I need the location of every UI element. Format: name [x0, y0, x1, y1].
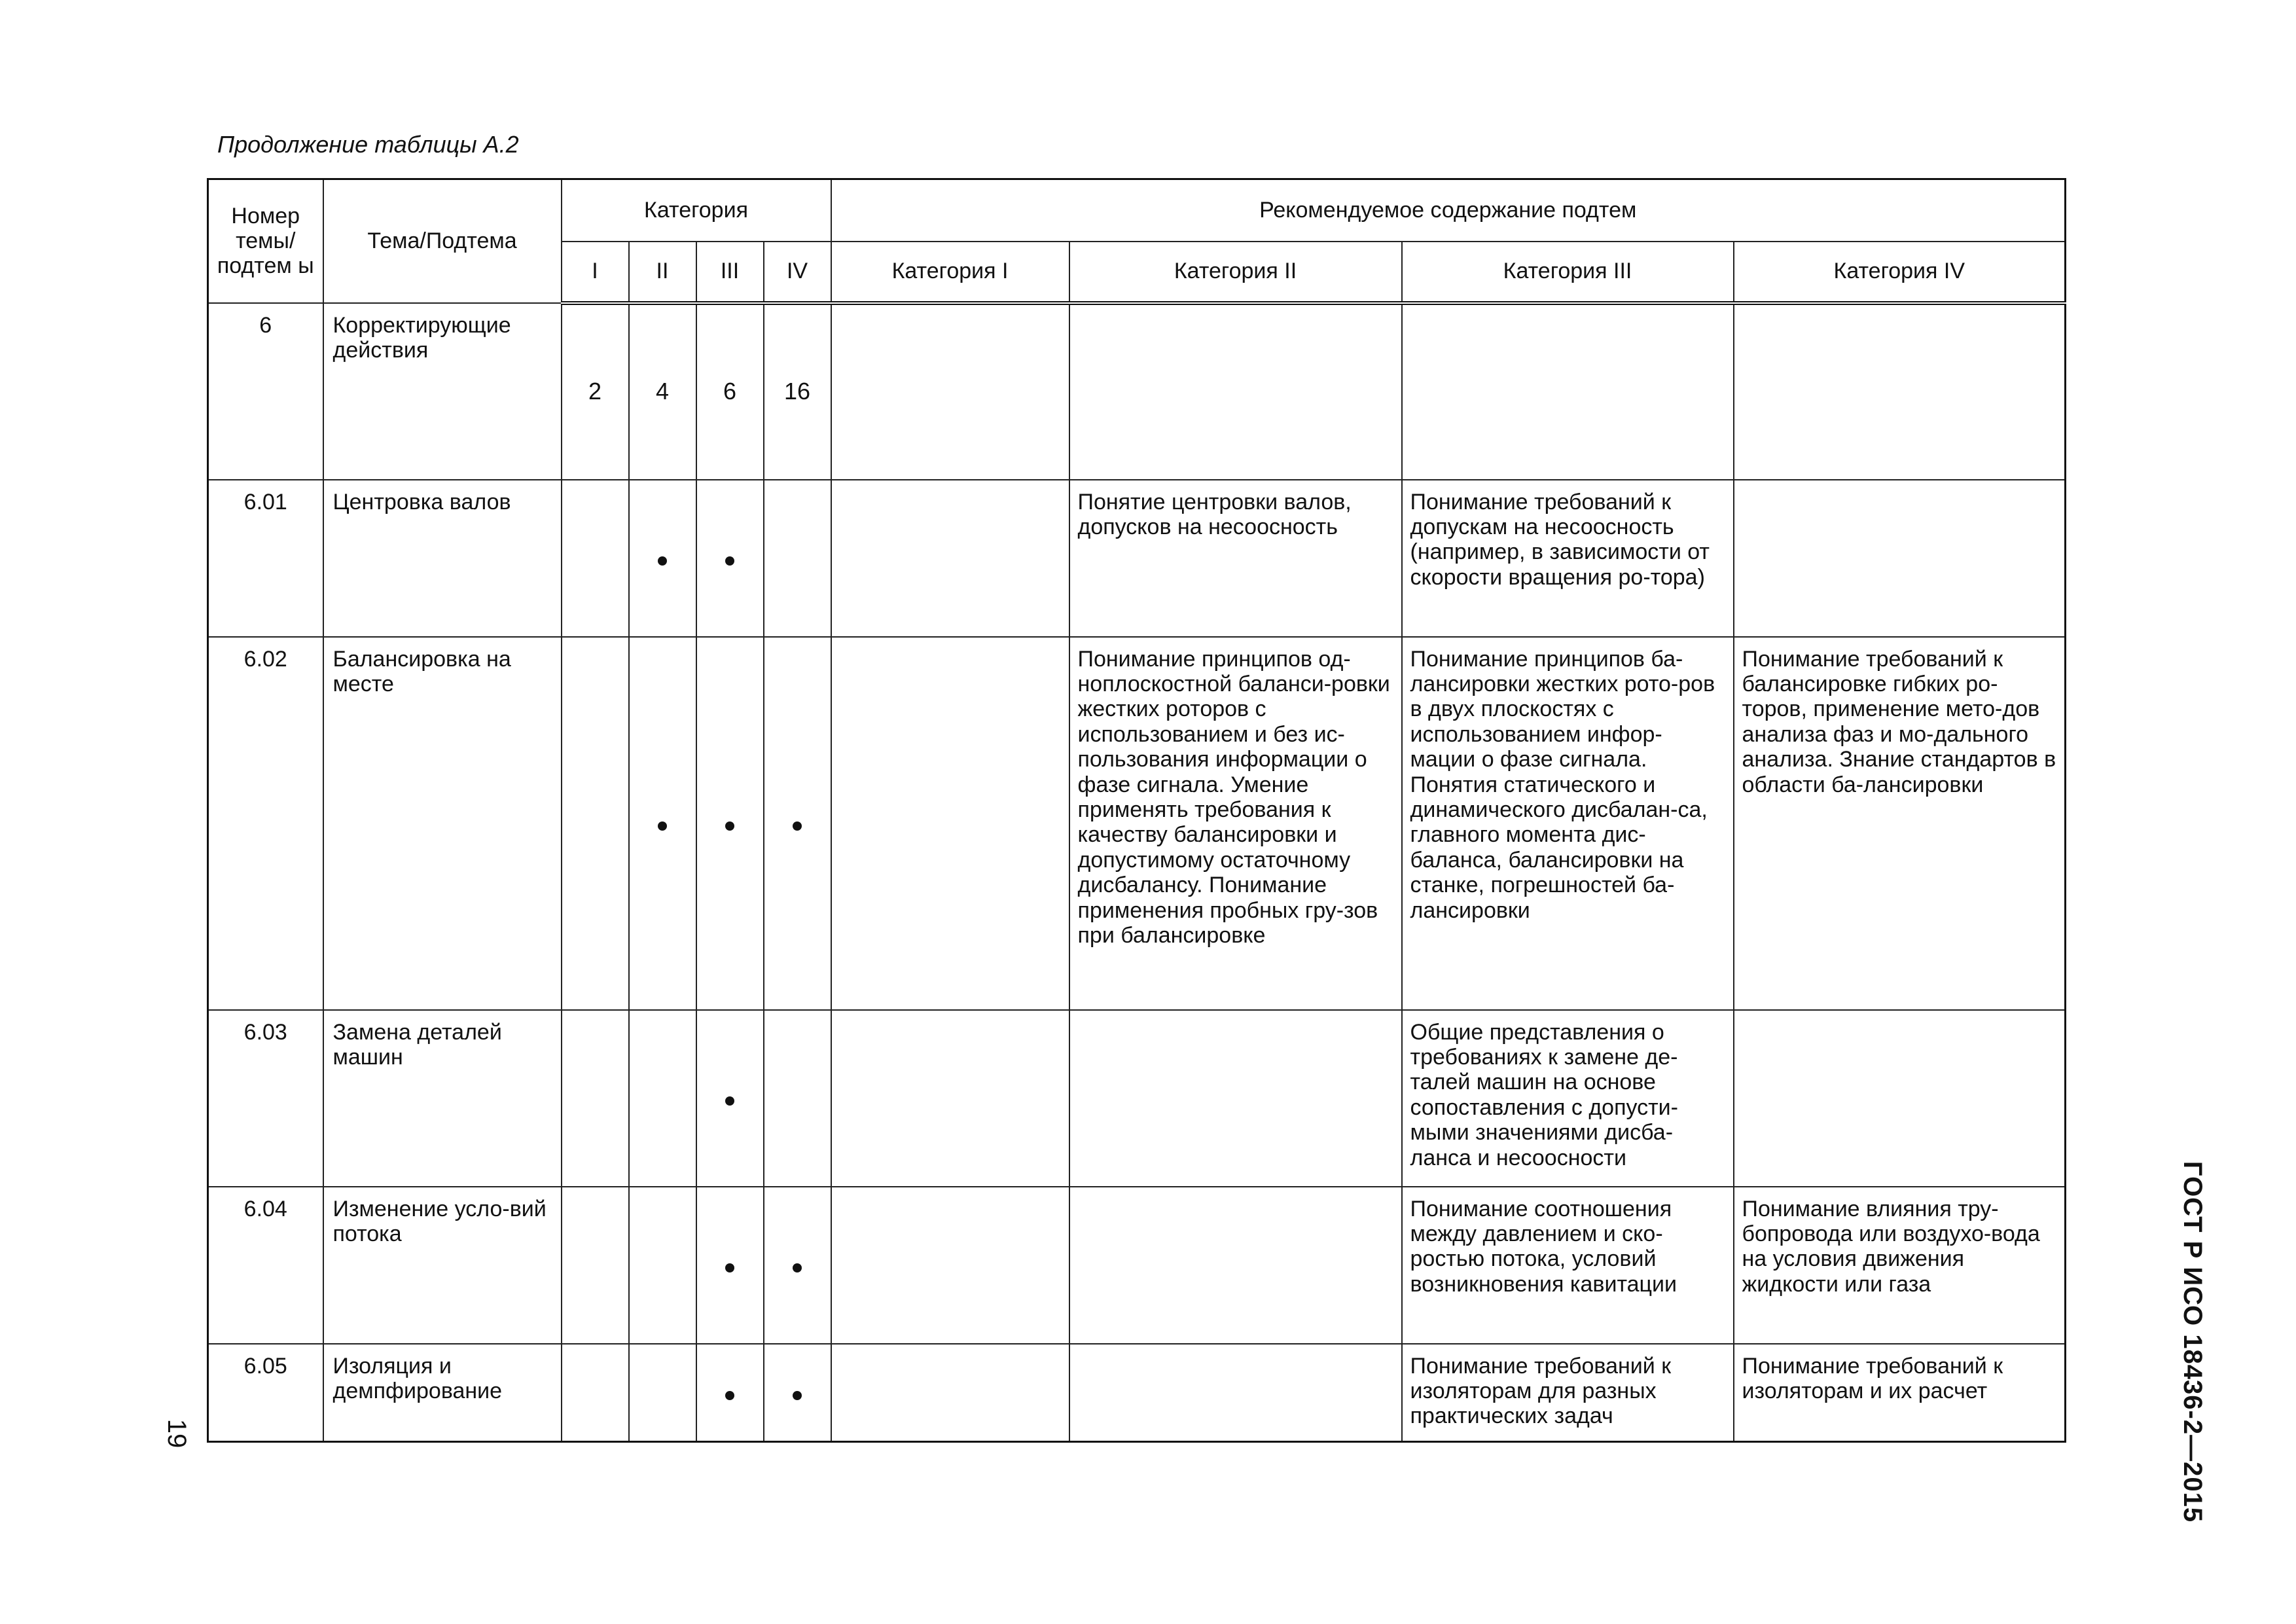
header-cat-roman: II [629, 242, 696, 303]
content-cat-4: Понимание влияния тру-бопровода или воздухо-вода на условия движения жидкости или газа [1734, 1187, 2066, 1344]
bullet-dot-icon [725, 821, 734, 831]
table-row [208, 1344, 2066, 1442]
content-cat-2: Понятие центровки валов, допусков на несоосность [1069, 480, 1402, 637]
category-hours: 6 [696, 303, 764, 480]
header-cat-roman: III [696, 242, 764, 303]
bullet-dot-icon [793, 1263, 802, 1272]
bullet-dot-icon [658, 821, 667, 831]
category-hours [562, 637, 629, 1010]
header-topic: Тема/Подтема [323, 179, 562, 303]
content-cat-1 [831, 1187, 1069, 1344]
topic-number: 6.05 [208, 1344, 323, 1442]
category-hours: 4 [629, 303, 696, 480]
bullet-dot-icon [725, 1391, 734, 1400]
content-cat-2 [1069, 1344, 1402, 1442]
content-cat-1 [831, 480, 1069, 637]
bullet-dot-icon [658, 556, 667, 566]
topic-title: Замена деталей машин [323, 1010, 562, 1187]
content-cat-1 [831, 1010, 1069, 1187]
bullet-dot-icon [725, 556, 734, 566]
content-cat-4: Понимание требований к изоляторам и их расчет [1734, 1344, 2066, 1442]
content-cat-2 [1069, 1187, 1402, 1344]
bullet-dot-icon [725, 1263, 734, 1272]
topic-number: 6.02 [208, 637, 323, 1010]
content-cat-3: Общие представления о требованиях к замене де-талей машин на основе сопоставления с допусти-мыми значениями дисба-ланса и несоосности [1402, 1010, 1734, 1187]
topic-number: 6.01 [208, 480, 323, 637]
category-mark [696, 480, 764, 637]
category-hours [764, 1010, 831, 1187]
category-mark [696, 1344, 764, 1442]
header-content-cat: Категория II [1069, 242, 1402, 303]
header-content-cat: Категория III [1402, 242, 1734, 303]
category-mark [629, 637, 696, 1010]
category-hours [562, 1187, 629, 1344]
content-cat-2 [1069, 1010, 1402, 1187]
content-cat-1 [831, 1344, 1069, 1442]
category-hours [562, 480, 629, 637]
page-number: 19 [162, 1418, 192, 1449]
topic-title: Центровка валов [323, 480, 562, 637]
category-mark [764, 1187, 831, 1344]
topic-number: 6.04 [208, 1187, 323, 1344]
table-row [208, 303, 2066, 480]
content-cat-3: Понимание соотношения между давлением и ско-ростью потока, условий возникновения кавитации [1402, 1187, 1734, 1344]
topic-title: Балансировка на месте [323, 637, 562, 1010]
category-mark [696, 637, 764, 1010]
header-content: Рекомендуемое содержание подтем [831, 179, 2066, 242]
topic-number: 6 [208, 303, 323, 480]
header-category: Категория [562, 179, 831, 242]
content-cat-2 [1069, 303, 1402, 480]
table-row [208, 637, 2066, 1010]
category-mark [629, 480, 696, 637]
table-caption: Продолжение таблицы А.2 [217, 131, 519, 158]
content-cat-4: Понимание требований к балансировке гибких ро-торов, применение мето-дов анализа фаз и мо-дального анализа. Знание стандартов в области ба-лансировки [1734, 637, 2066, 1010]
bullet-dot-icon [793, 1391, 802, 1400]
table-row [208, 1187, 2066, 1344]
header-content-cat: Категория IV [1734, 242, 2066, 303]
standard-code: ГОСТ Р ИСО 18436-2—2015 [2178, 1161, 2208, 1523]
content-cat-3 [1402, 303, 1734, 480]
category-mark [764, 1344, 831, 1442]
content-cat-1 [831, 303, 1069, 480]
content-cat-2: Понимание принципов од-ноплоскостной баланси-ровки жестких роторов с использованием и без ис-пользования информации о фазе сигнала. Умение применять требования к качеству балансировки и допустимому остаточному дисбалансу. Понимание применения пробных гру-зов при балансировке [1069, 637, 1402, 1010]
header-cat-roman: IV [764, 242, 831, 303]
category-hours: 16 [764, 303, 831, 480]
category-mark [764, 637, 831, 1010]
topics-table [207, 178, 2066, 1443]
content-cat-3: Понимание требований к допускам на несоосность (например, в зависимости от скорости вращения ро-тора) [1402, 480, 1734, 637]
bullet-dot-icon [725, 1096, 734, 1106]
category-hours [764, 480, 831, 637]
content-cat-4 [1734, 1010, 2066, 1187]
category-hours [629, 1187, 696, 1344]
topic-title: Корректирующие действия [323, 303, 562, 480]
content-cat-1 [831, 637, 1069, 1010]
category-hours: 2 [562, 303, 629, 480]
bullet-dot-icon [793, 821, 802, 831]
topic-title: Изоляция и демпфирование [323, 1344, 562, 1442]
content-cat-3: Понимание принципов ба-лансировки жестких рото-ров в двух плоскостях с использованием инфор-мации о фазе сигнала. Понятия статического и динамического дисбалан-са, главного момента дис-баланса, балансировки на станке, погрешностей ба-лансировки [1402, 637, 1734, 1010]
category-mark [696, 1187, 764, 1344]
header-content-cat: Категория I [831, 242, 1069, 303]
category-hours [629, 1010, 696, 1187]
category-hours [629, 1344, 696, 1442]
category-mark [696, 1010, 764, 1187]
table-row [208, 480, 2066, 637]
header-cat-roman: I [562, 242, 629, 303]
category-hours [562, 1010, 629, 1187]
table-row [208, 1010, 2066, 1187]
category-hours [562, 1344, 629, 1442]
header-number: Номер темы/ подтем ы [208, 179, 323, 303]
content-cat-3: Понимание требований к изоляторам для разных практических задач [1402, 1344, 1734, 1442]
topic-title: Изменение усло-вий потока [323, 1187, 562, 1344]
content-cat-4 [1734, 480, 2066, 637]
content-cat-4 [1734, 303, 2066, 480]
topic-number: 6.03 [208, 1010, 323, 1187]
